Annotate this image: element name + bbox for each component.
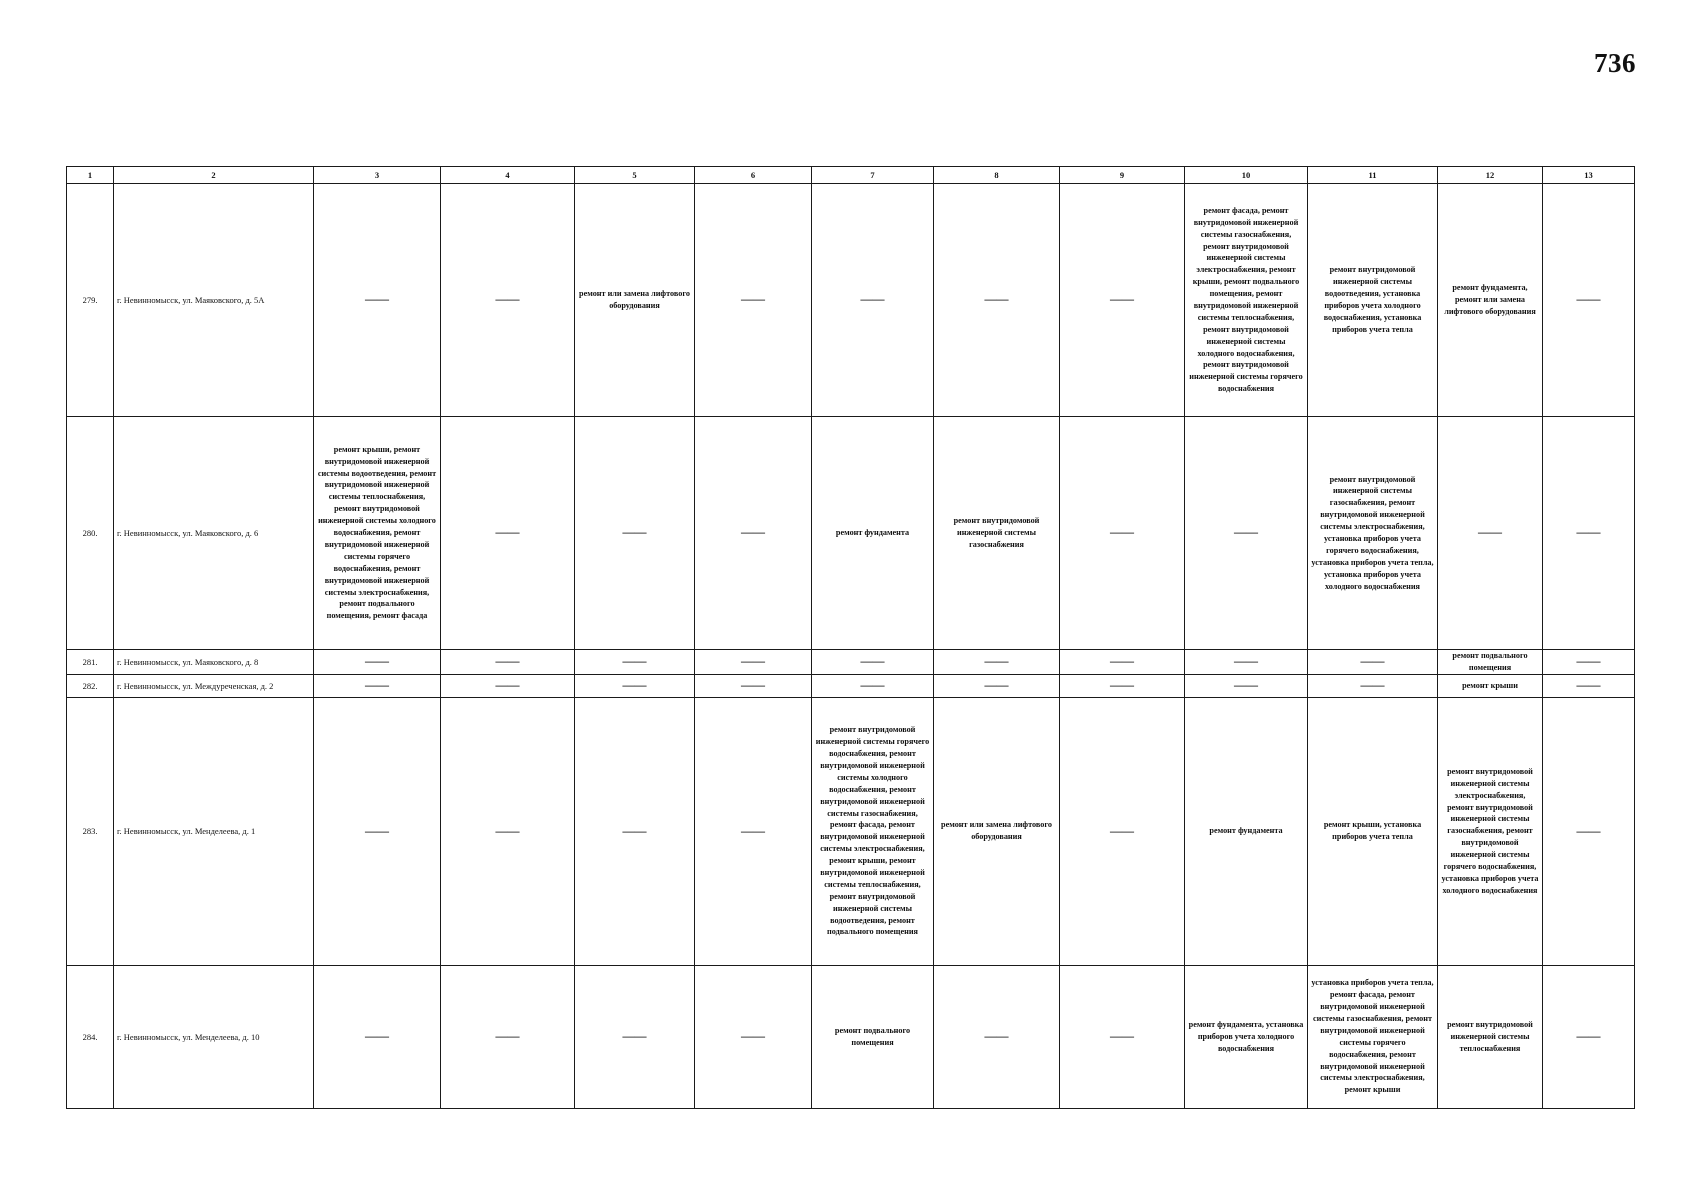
column-header: 9 (1060, 167, 1185, 184)
work-cell (1543, 650, 1635, 675)
work-cell: ремонт фасада, ремонт внутридомовой инженерной системы газоснабжения, ремонт внутридомовой инженерной системы электроснабжения, ремонт крыши, ремонт подвального помещения, ремонт внутридомовой инженерной системы теплоснабжения, ремонт внутридомовой инженерной системы холодного водоснабжения, ремонт внутридомовой инженерной системы горячего водоснабжения (1185, 184, 1308, 417)
work-cell (1543, 697, 1635, 965)
work-cell: ремонт крыши (1438, 674, 1543, 697)
dash-mark: —— (622, 1029, 647, 1044)
work-cell (441, 417, 575, 650)
dash-mark: —— (622, 525, 647, 540)
work-cell (695, 674, 812, 697)
address-cell: г. Невинномысск, ул. Маяковского, д. 5А (114, 184, 314, 417)
dash-mark: —— (860, 678, 885, 693)
work-cell: ремонт подвального помещения (1438, 650, 1543, 675)
work-cell (1543, 674, 1635, 697)
work-cell (1060, 184, 1185, 417)
work-cell (314, 650, 441, 675)
work-cell (441, 184, 575, 417)
work-cell (314, 697, 441, 965)
work-cell (695, 965, 812, 1108)
work-cell: ремонт фундамента, ремонт или замена лифтового оборудования (1438, 184, 1543, 417)
dash-mark: —— (1110, 654, 1134, 669)
work-cell (441, 965, 575, 1108)
work-cell: ремонт фундамента (812, 417, 934, 650)
column-number-row (67, 167, 1635, 184)
dash-mark: —— (365, 823, 389, 838)
work-cell: ремонт внутридомовой инженерной системы горячего водоснабжения, ремонт внутридомовой инженерной системы холодного водоснабжения, ремонт внутридомовой инженерной системы газоснабжения, ремонт фасада, ремонт внутридомовой инженерной системы электроснабжения, ремонт крыши, ремонт внутридомовой инженерной системы теплоснабжения, ремонт внутридомовой инженерной системы водоотведения, ремонт подвального помещения (812, 697, 934, 965)
table-row (67, 965, 1635, 1108)
column-header: 4 (441, 167, 575, 184)
dash-mark: —— (495, 292, 520, 307)
dash-mark: —— (495, 654, 520, 669)
dash-mark: —— (1110, 525, 1134, 540)
dash-mark: —— (622, 823, 647, 838)
column-header: 3 (314, 167, 441, 184)
table-row (67, 184, 1635, 417)
work-cell (1438, 417, 1543, 650)
work-cell (1185, 674, 1308, 697)
repair-schedule-table (66, 166, 1635, 1109)
dash-mark: —— (741, 1029, 765, 1044)
work-cell (441, 650, 575, 675)
work-cell (695, 650, 812, 675)
work-cell (812, 184, 934, 417)
dash-mark: —— (495, 823, 520, 838)
work-cell (1543, 417, 1635, 650)
work-cell: ремонт внутридомовой инженерной системы электроснабжения, ремонт внутридомовой инженерной системы газоснабжения, ремонт внутридомовой инженерной системы горячего водоснабжения, установка приборов учета холодного водоснабжения (1438, 697, 1543, 965)
dash-mark: —— (1110, 678, 1134, 693)
work-cell (314, 674, 441, 697)
work-cell: ремонт подвального помещения (812, 965, 934, 1108)
address-cell: г. Невинномысск, ул. Менделеева, д. 1 (114, 697, 314, 965)
column-header: 6 (695, 167, 812, 184)
dash-mark: —— (365, 678, 389, 693)
dash-mark: —— (984, 654, 1009, 669)
dash-mark: —— (860, 654, 885, 669)
work-cell (934, 965, 1060, 1108)
column-header: 5 (575, 167, 695, 184)
work-cell (314, 184, 441, 417)
work-cell (1543, 184, 1635, 417)
dash-mark: —— (860, 292, 885, 307)
dash-mark: —— (495, 525, 520, 540)
column-header: 8 (934, 167, 1060, 184)
work-cell (934, 674, 1060, 697)
dash-mark: —— (495, 678, 520, 693)
column-header: 12 (1438, 167, 1543, 184)
dash-mark: —— (365, 1029, 389, 1044)
work-cell: ремонт внутридомовой инженерной системы газоснабжения (934, 417, 1060, 650)
address-cell: г. Невинномысск, ул. Междуреченская, д. 2 (114, 674, 314, 697)
dash-mark: —— (984, 292, 1009, 307)
dash-mark: —— (741, 823, 765, 838)
dash-mark: —— (1234, 525, 1258, 540)
row-number: 283. (67, 697, 114, 965)
work-cell (695, 184, 812, 417)
work-cell (441, 697, 575, 965)
work-cell: ремонт фундамента, установка приборов учета холодного водоснабжения (1185, 965, 1308, 1108)
row-number: 281. (67, 650, 114, 675)
work-cell: установка приборов учета тепла, ремонт фасада, ремонт внутридомовой инженерной системы газоснабжения, ремонт внутридомовой инженерной системы горячего водоснабжения, ремонт внутридомовой инженерной системы электроснабжения, ремонт крыши (1308, 965, 1438, 1108)
work-cell (812, 650, 934, 675)
dash-mark: —— (622, 654, 647, 669)
work-cell: ремонт крыши, установка приборов учета тепла (1308, 697, 1438, 965)
work-cell (575, 697, 695, 965)
column-header: 1 (67, 167, 114, 184)
work-cell (575, 965, 695, 1108)
dash-mark: —— (984, 1029, 1009, 1044)
work-cell: ремонт или замена лифтового оборудования (575, 184, 695, 417)
row-number: 279. (67, 184, 114, 417)
work-cell (575, 417, 695, 650)
dash-mark: —— (495, 1029, 520, 1044)
work-cell (695, 417, 812, 650)
address-cell: г. Невинномысск, ул. Маяковского, д. 6 (114, 417, 314, 650)
dash-mark: —— (1110, 1029, 1134, 1044)
work-cell: ремонт или замена лифтового оборудования (934, 697, 1060, 965)
row-number: 284. (67, 965, 114, 1108)
dash-mark: —— (741, 678, 765, 693)
row-number: 282. (67, 674, 114, 697)
dash-mark: —— (1576, 823, 1601, 838)
dash-mark: —— (1360, 678, 1385, 693)
work-cell (575, 674, 695, 697)
table-row (67, 417, 1635, 650)
work-cell (1308, 650, 1438, 675)
work-cell: ремонт крыши, ремонт внутридомовой инженерной системы водоотведения, ремонт внутридомовой инженерной системы теплоснабжения, ремонт внутридомовой инженерной системы холодного водоснабжения, ремонт внутридомовой инженерной системы горячего водоснабжения, ремонт внутридомовой инженерной системы электроснабжения, ремонт подвального помещения, ремонт фасада (314, 417, 441, 650)
dash-mark: —— (1576, 525, 1601, 540)
work-cell (1060, 417, 1185, 650)
work-cell (934, 184, 1060, 417)
work-cell (1060, 674, 1185, 697)
work-cell: ремонт фундамента (1185, 697, 1308, 965)
work-cell (575, 650, 695, 675)
row-number: 280. (67, 417, 114, 650)
work-cell (1308, 674, 1438, 697)
work-cell (1185, 417, 1308, 650)
dash-mark: —— (1234, 654, 1258, 669)
dash-mark: —— (741, 292, 765, 307)
work-cell (1543, 965, 1635, 1108)
work-cell (812, 674, 934, 697)
page-number: 736 (1594, 48, 1636, 78)
work-cell (934, 650, 1060, 675)
dash-mark: —— (1110, 823, 1134, 838)
dash-mark: —— (1576, 678, 1601, 693)
dash-mark: —— (984, 678, 1009, 693)
dash-mark: —— (1110, 292, 1134, 307)
work-cell: ремонт внутридомовой инженерной системы газоснабжения, ремонт внутридомовой инженерной системы электроснабжения, установка приборов учета горячего водоснабжения, установка приборов учета тепла, установка приборов учета холодного водоснабжения (1308, 417, 1438, 650)
column-header: 13 (1543, 167, 1635, 184)
table-row (67, 650, 1635, 675)
dash-mark: —— (1478, 525, 1502, 540)
work-cell (695, 697, 812, 965)
work-cell (314, 965, 441, 1108)
dash-mark: —— (1576, 1029, 1601, 1044)
dash-mark: —— (1234, 678, 1258, 693)
work-cell (1060, 650, 1185, 675)
work-cell (1060, 697, 1185, 965)
dash-mark: —— (1360, 654, 1385, 669)
dash-mark: —— (622, 678, 647, 693)
dash-mark: —— (1576, 292, 1601, 307)
column-header: 2 (114, 167, 314, 184)
work-cell (1060, 965, 1185, 1108)
dash-mark: —— (365, 292, 389, 307)
address-cell: г. Невинномысск, ул. Маяковского, д. 8 (114, 650, 314, 675)
address-cell: г. Невинномысск, ул. Менделеева, д. 10 (114, 965, 314, 1108)
dash-mark: —— (1576, 654, 1601, 669)
work-cell (441, 674, 575, 697)
dash-mark: —— (365, 654, 389, 669)
work-cell (1185, 650, 1308, 675)
work-cell: ремонт внутридомовой инженерной системы водоотведения, установка приборов учета холодного водоснабжения, установка приборов учета тепла (1308, 184, 1438, 417)
column-header: 10 (1185, 167, 1308, 184)
table-row (67, 697, 1635, 965)
column-header: 11 (1308, 167, 1438, 184)
work-cell: ремонт внутридомовой инженерной системы теплоснабжения (1438, 965, 1543, 1108)
column-header: 7 (812, 167, 934, 184)
dash-mark: —— (741, 525, 765, 540)
dash-mark: —— (741, 654, 765, 669)
table-row (67, 674, 1635, 697)
